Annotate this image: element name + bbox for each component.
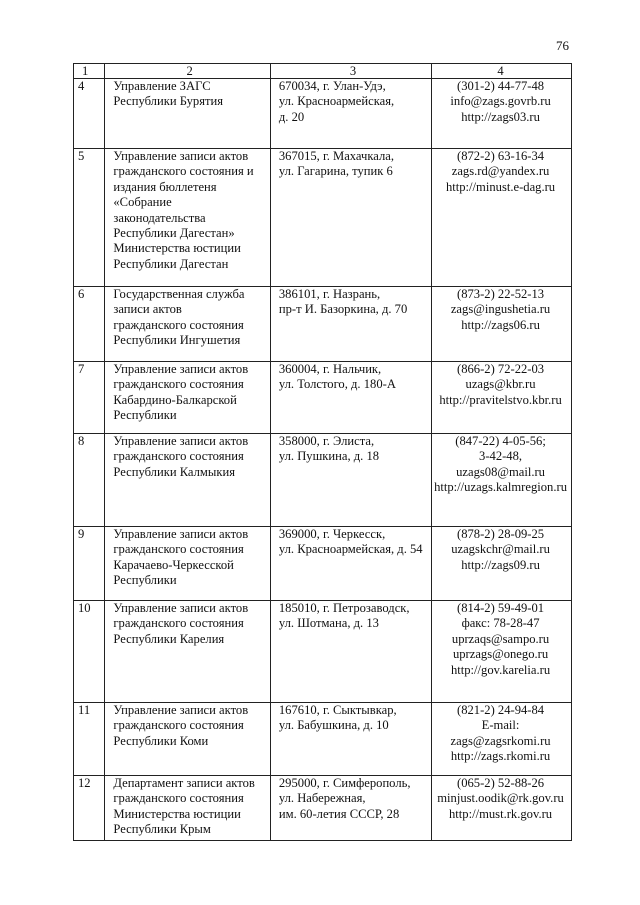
row-number: 8 [74,434,105,527]
row-number: 5 [74,149,105,287]
office-address [270,362,431,434]
column-header-2: 2 [105,64,271,79]
office-contacts-line: факс: 78-28-47 [461,616,540,631]
office-contacts-line: (873-2) 22-52-13 [457,287,545,301]
office-address-line: ул. Красноармейская, [278,94,395,109]
office-contacts-line: http://zags09.ru [461,557,540,572]
office-contacts-line: (065-2) 52-88-26 [457,776,545,790]
office-contacts [432,287,572,362]
office-name [105,362,271,434]
office-name-line: Управление записи актов [113,149,249,163]
office-name-line: гражданского состояния [113,616,244,631]
office-name-line: Республики Карелия [113,631,225,646]
office-contacts-line: uprzags@onego.ru [452,647,549,662]
column-header-1: 1 [74,64,105,79]
office-name-line: Министерства юстиции [113,806,241,821]
office-name-line: Управление записи актов [113,703,249,717]
office-name [105,79,271,149]
office-name-line: Республики Калмыкия [113,464,236,479]
office-contacts-line: (878-2) 28-09-25 [457,527,545,541]
office-address [270,703,431,776]
office-address-line: 670034, г. Улан-Удэ, [278,79,386,93]
office-contacts-line: uzags08@mail.ru [456,464,545,479]
office-address-line: ул. Красноармейская, д. 54 [278,542,423,557]
table-row [74,601,572,703]
office-name-line: Республики Коми [113,733,209,748]
column-header-4: 4 [432,64,572,79]
office-name-line: гражданского состояния [113,377,244,392]
office-name-line: гражданского состояния [113,718,244,733]
office-contacts [432,149,572,287]
table-row [74,149,572,287]
office-contacts [432,776,572,841]
office-address-line: 360004, г. Нальчик, [278,362,382,376]
office-contacts-line: (872-2) 63-16-34 [457,149,545,163]
office-contacts-line: zags@ingushetia.ru [450,302,551,317]
office-name [105,776,271,841]
office-name [105,703,271,776]
row-number: 9 [74,527,105,601]
office-name-line: издания бюллетеня [113,179,217,194]
office-address-line: 185010, г. Петрозаводск, [278,601,410,615]
office-name-line: гражданского состояния [113,542,244,557]
office-name [105,287,271,362]
office-contacts [432,362,572,434]
office-contacts-line: http://zags03.ru [461,109,540,124]
office-name-line: гражданского состояния [113,317,244,332]
office-contacts-line: E-mail: [481,718,520,733]
office-address-line: 369000, г. Черкесск, [278,527,386,541]
office-contacts-line: uzags@kbr.ru [465,377,536,392]
office-name-line: Управление записи актов [113,601,249,615]
office-name-line: Государственная служба [113,287,245,301]
registry-offices-table [73,63,572,841]
office-name-line: Республики [113,573,177,588]
office-name-line: Республики Бурятия [113,94,224,109]
office-address [270,149,431,287]
office-name-line: гражданского состояния [113,791,244,806]
office-contacts-line: (866-2) 72-22-03 [457,362,545,376]
office-address-line: ул. Шотмана, д. 13 [278,616,379,631]
office-contacts-line: http://zags.rkomi.ru [450,749,551,764]
office-name-line: Республики Дагестан [113,256,229,271]
office-address-line: 367015, г. Махачкала, [278,149,394,163]
office-contacts-line: 3-42-48, [479,449,523,464]
office-address [270,287,431,362]
row-number: 6 [74,287,105,362]
office-name-line: Управление записи актов [113,434,249,448]
row-number: 4 [74,79,105,149]
office-contacts-line: http://uzags.kalmregion.ru [434,480,567,495]
office-name-line: Министерства юстиции [113,241,241,256]
office-name [105,527,271,601]
office-address-line: 358000, г. Элиста, [278,434,375,448]
office-address [270,434,431,527]
office-contacts-line: info@zags.govrb.ru [450,94,551,109]
office-address-line: пр-т И. Базоркина, д. 70 [278,302,408,317]
table-row [74,287,572,362]
office-address-line: ул. Пушкина, д. 18 [278,449,380,464]
office-name-line: Карачаево-Черкесской [113,557,234,572]
office-name-line: Кабардино-Балкарской [113,392,237,407]
row-number: 10 [74,601,105,703]
column-header-3: 3 [270,64,431,79]
office-name [105,434,271,527]
office-contacts [432,434,572,527]
office-contacts-line: (847-22) 4-05-56; [455,434,546,448]
office-address-line: им. 60-летия СССР, 28 [278,806,400,821]
office-contacts-line: http://minust.e-dag.ru [445,179,556,194]
office-contacts-line: zags.rd@yandex.ru [451,164,550,179]
office-contacts-line: (821-2) 24-94-84 [457,703,545,717]
office-contacts-line: minjust.oodik@rk.gov.ru [437,791,564,806]
office-address-line: 295000, г. Симферополь, [278,776,411,790]
office-address-line: 386101, г. Назрань, [278,287,381,301]
table-row [74,703,572,776]
office-contacts-line: http://must.rk.gov.ru [449,806,553,821]
office-name-line: Департамент записи актов [113,776,255,790]
office-name-line: Республики Крым [113,822,211,837]
office-contacts-line: http://gov.karelia.ru [450,662,551,677]
office-contacts-line: (301-2) 44-77-48 [457,79,545,93]
office-address [270,527,431,601]
office-address-line: ул. Набережная, [278,791,366,806]
office-name-line: Республики [113,408,177,423]
office-address-line: д. 20 [278,109,305,124]
page-number: 76 [556,38,569,53]
table-row [74,527,572,601]
office-address-line: ул. Толстого, д. 180-А [278,377,396,392]
table-row [74,776,572,841]
office-name-line: гражданского состояния и [113,164,254,179]
office-address-line: 167610, г. Сыктывкар, [278,703,397,717]
table-header-row [74,64,572,79]
office-contacts-line: uprzaqs@sampo.ru [451,631,550,646]
office-contacts-line: (814-2) 59-49-01 [457,601,545,615]
office-address-line: ул. Гагарина, тупик 6 [278,164,393,179]
office-address [270,79,431,149]
office-name-line: законодательства [113,210,206,225]
office-name-line: Республики Ингушетия [113,333,241,348]
office-name [105,601,271,703]
office-address [270,601,431,703]
office-address-line: ул. Бабушкина, д. 10 [278,718,389,733]
row-number: 11 [74,703,105,776]
office-contacts [432,703,572,776]
office-contacts [432,79,572,149]
office-contacts-line: http://zags06.ru [461,317,540,332]
office-name-line: гражданского состояния [113,449,244,464]
table-row [74,362,572,434]
table-row [74,79,572,149]
office-contacts-line: uzagskchr@mail.ru [451,542,550,557]
office-contacts-line: http://pravitelstvo.kbr.ru [439,392,562,407]
office-contacts-line: zags@zagsrkomi.ru [450,733,551,748]
office-name-line: Управление записи актов [113,362,249,376]
office-contacts [432,527,572,601]
office-address [270,776,431,841]
office-name-line: записи актов [113,302,182,317]
office-name [105,149,271,287]
row-number: 12 [74,776,105,841]
office-contacts [432,601,572,703]
office-name-line: Управление записи актов [113,527,249,541]
office-name-line: «Собрание [113,195,172,210]
office-name-line: Республики Дагестан» [113,226,235,241]
office-name-line: Управление ЗАГС [113,79,211,93]
table-row [74,434,572,527]
row-number: 7 [74,362,105,434]
